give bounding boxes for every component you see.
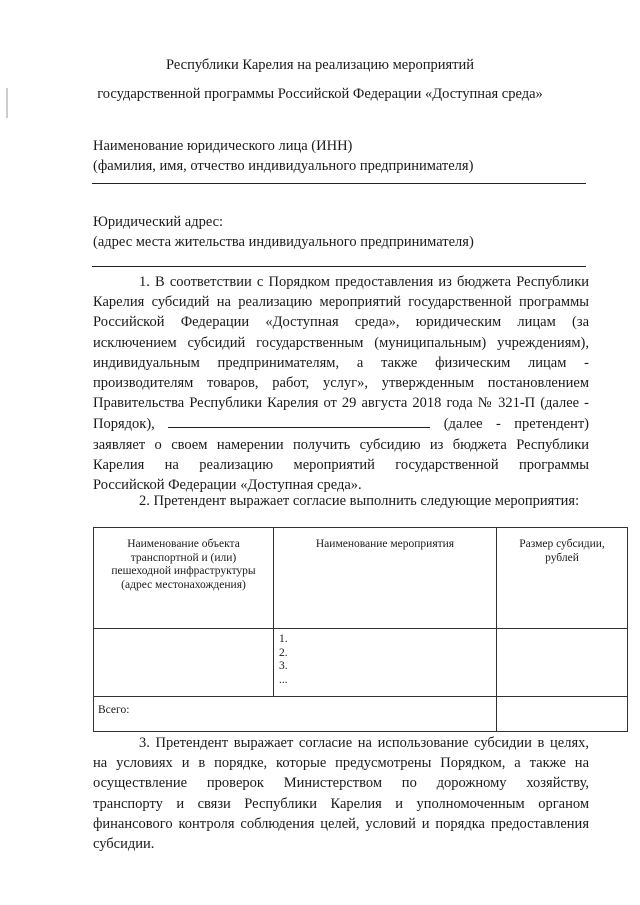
total-amount-cell <box>497 697 628 732</box>
list-item: ... <box>279 673 288 686</box>
p1-line8-end: (далее - претендент) <box>443 416 590 433</box>
p1-line: Карелия на реализацию мероприятий государственной программы <box>93 456 589 473</box>
p3-line: 3. Претендент выражает согласие на использование субсидии в целях, <box>139 735 589 751</box>
total-row <box>94 697 628 732</box>
claimant-name-blank <box>168 413 430 428</box>
paragraph-1 <box>93 272 589 495</box>
address-sublabel: (адрес места жительства индивидуального предпринимателя) <box>93 234 474 250</box>
p1-line: производителям товаров, работ, услуг», утвержденным постановлением <box>93 375 589 392</box>
object-cell <box>94 629 274 697</box>
table-row <box>94 629 628 697</box>
p1-line8-start: Порядок), <box>93 416 155 433</box>
p3-line: финансового контроля соблюдения целей, условий и порядка предоставления <box>93 815 589 832</box>
list-item: 1. <box>279 633 288 645</box>
header-line-2: государственной программы Российской Федерации «Доступная среда» <box>97 86 543 102</box>
p1-line-with-blank <box>93 413 589 434</box>
p1-line: индивидуальным предпринимателям, а также физическим лицам - <box>93 354 589 371</box>
paragraph-2: 2. Претендент выражает согласие выполнить следующие мероприятия: <box>139 493 580 509</box>
p3-line: транспорту и связи Республики Карелия и уполномоченным органом <box>93 795 589 812</box>
p3-line: на условиях и в порядке, которые предусмотрены Порядком, а также на <box>93 755 589 772</box>
amount-cell <box>497 629 628 697</box>
p1-line: заявляет о своем намерении получить субсидию из бюджета Республики <box>93 436 589 453</box>
p1-line: исключением субсидий государственным (муниципальным) учреждениям), <box>93 334 589 351</box>
header-line-1: Республики Карелия на реализацию мероприятий <box>165 57 475 73</box>
col1-header: Наименование объекта транспортной и (или) пешеходной инфраструктуры (адрес местонахождения) <box>94 528 274 629</box>
col3-header: Размер субсидии, рублей <box>497 528 628 629</box>
p1-line: Российской Федерации «Доступная среда». <box>93 477 362 494</box>
p3-line: осуществление проверок Министерством по дорожному хозяйству, <box>93 775 589 792</box>
address-label: Юридический адрес: <box>93 214 224 230</box>
total-label: Всего: <box>94 697 497 732</box>
p1-line: Российской Федерации «Доступная среда», юридическим лицам (за <box>93 314 589 331</box>
p1-line: 1. В соответствии с Порядком предоставления из бюджета Республики <box>139 274 589 290</box>
applicant-sublabel: (фамилия, имя, отчество индивидуального предпринимателя) <box>93 158 474 174</box>
p1-line: Правительства Республики Карелия от 29 августа 2018 года № 321-П (далее - <box>93 395 589 412</box>
p1-line: Карелия субсидий на реализацию мероприятий государственной программы <box>93 294 589 311</box>
list-item: 3. <box>279 660 288 672</box>
address-blank-line <box>92 266 586 267</box>
applicant-blank-line <box>92 183 586 184</box>
paragraph-3 <box>93 733 589 854</box>
measures-list-cell <box>274 629 497 697</box>
applicant-label: Наименование юридического лица (ИНН) <box>93 138 353 154</box>
col2-header: Наименование мероприятия <box>274 528 497 629</box>
p3-line: субсидии. <box>93 836 155 853</box>
measures-table <box>93 527 628 732</box>
list-item: 2. <box>279 646 288 659</box>
